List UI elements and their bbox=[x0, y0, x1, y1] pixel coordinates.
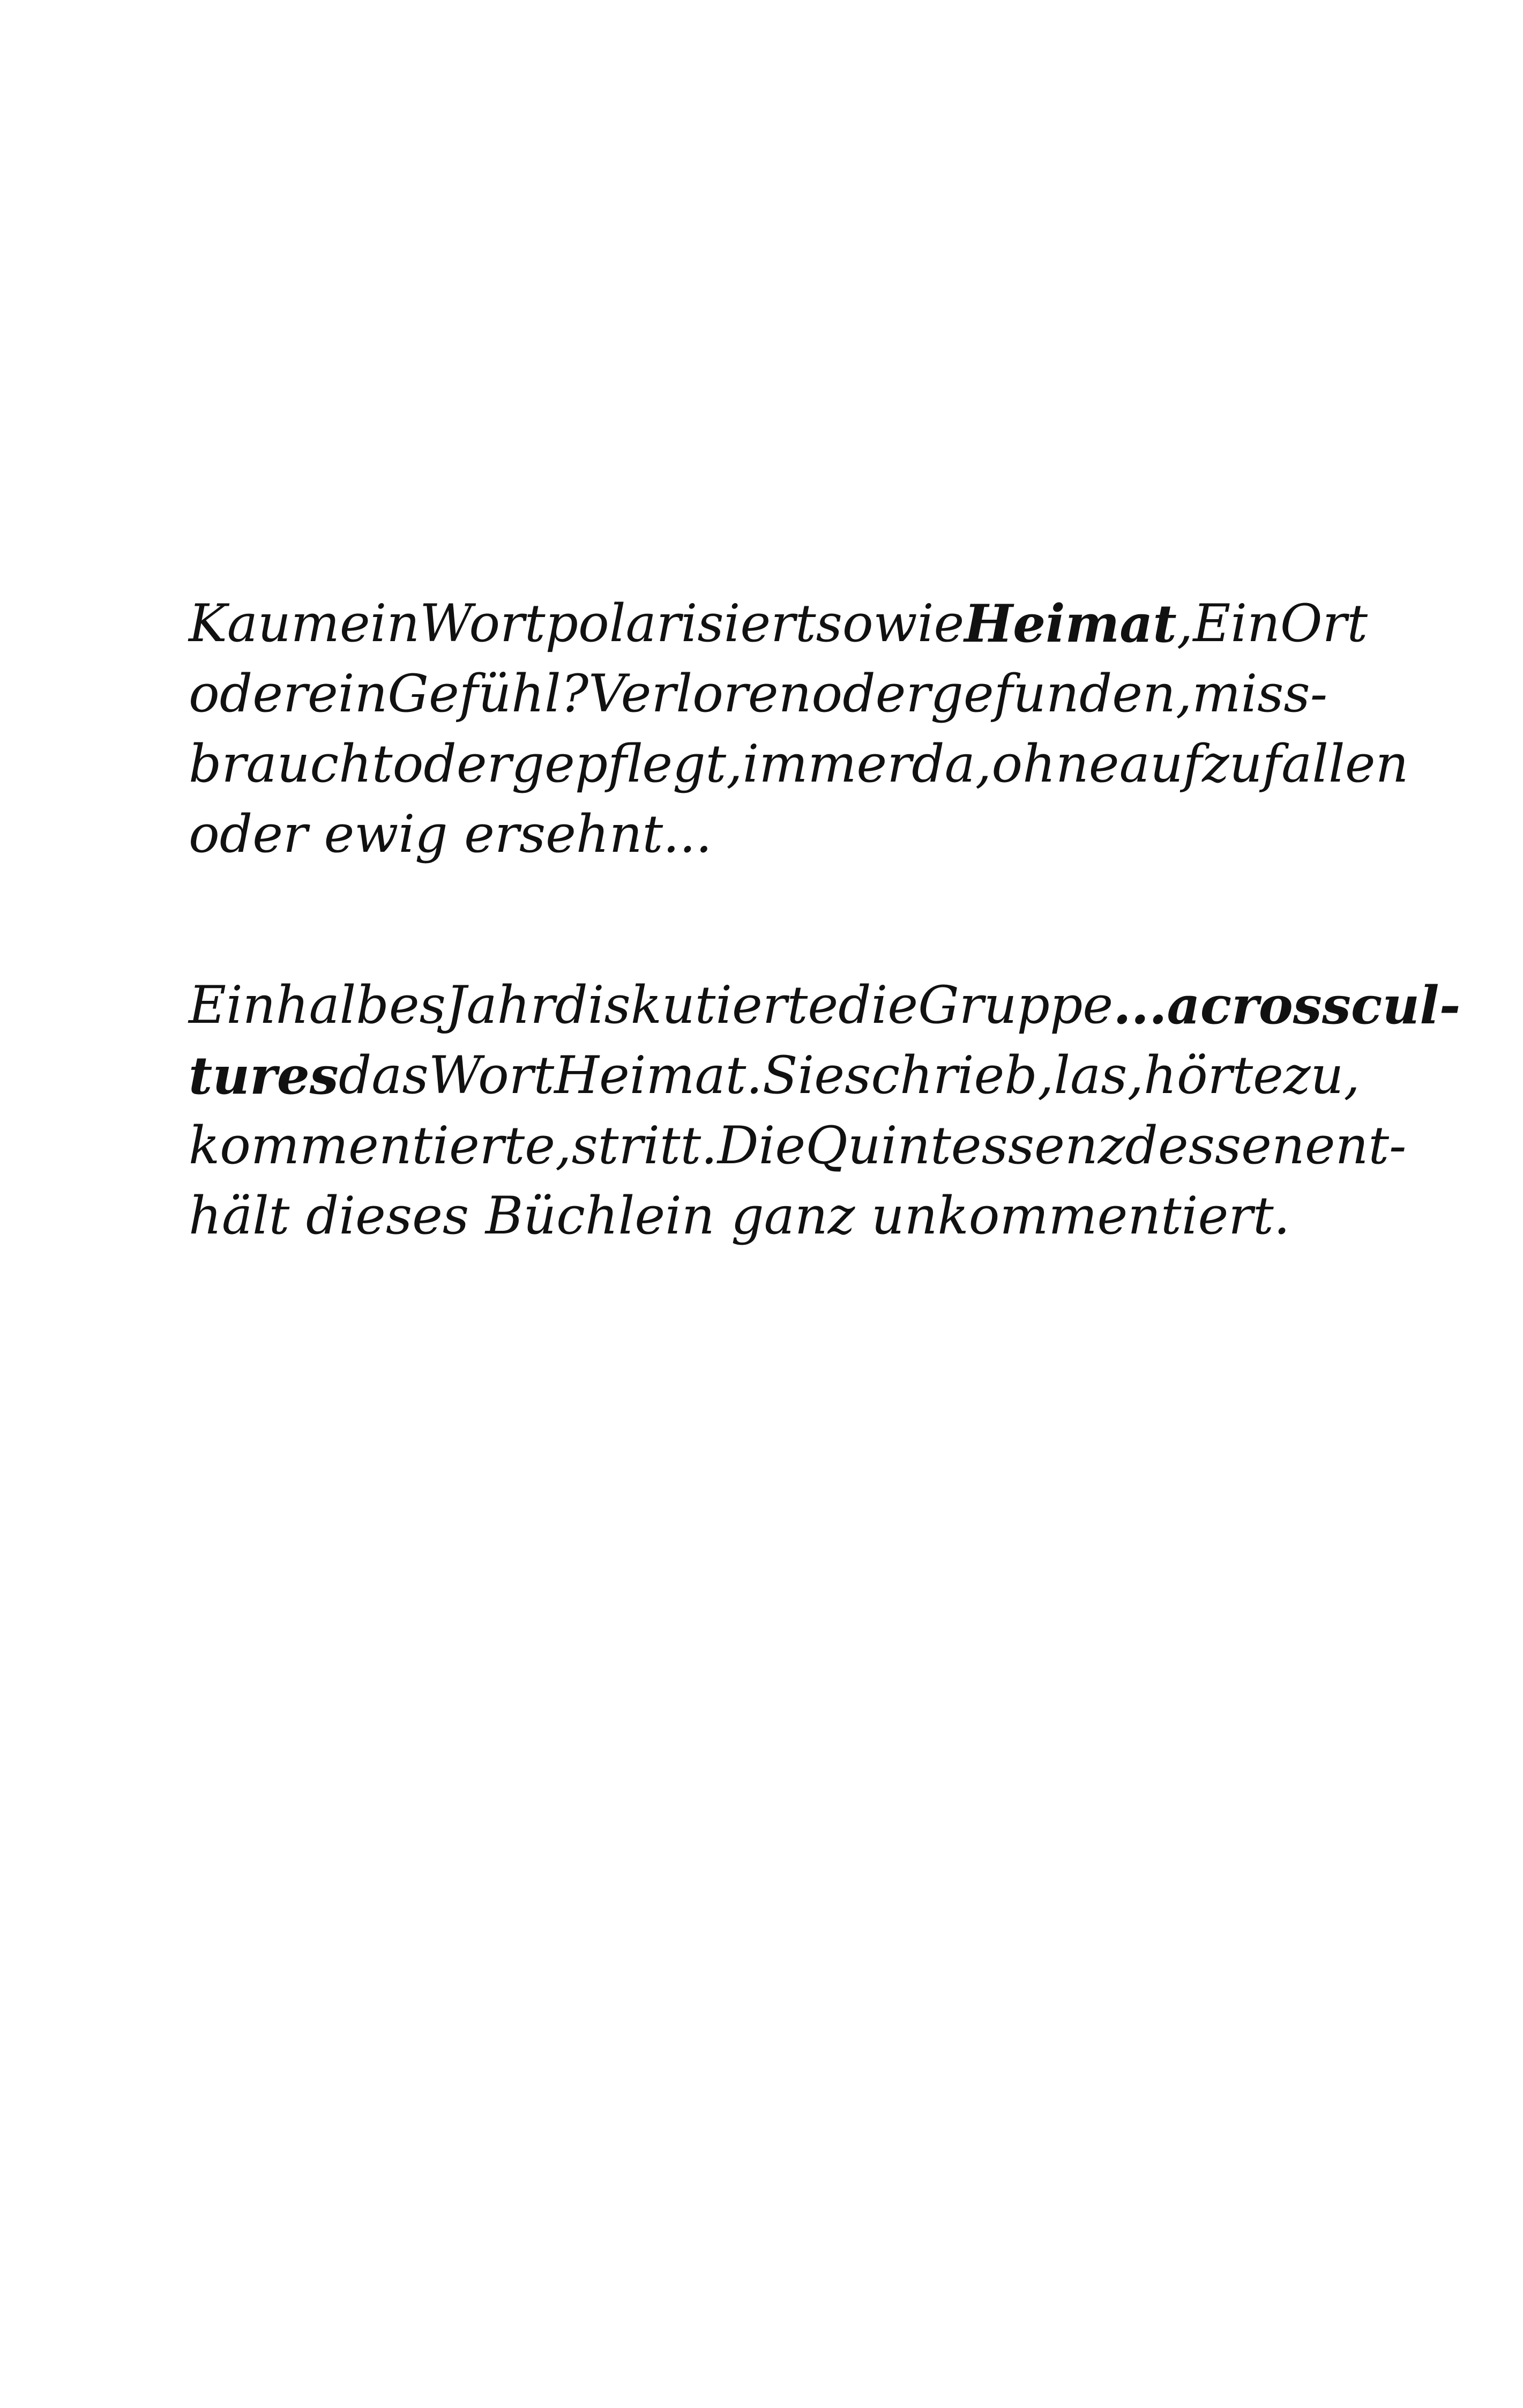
word bbox=[918, 970, 1113, 1041]
text-line bbox=[189, 1181, 1290, 1251]
text-line bbox=[189, 729, 1409, 799]
word bbox=[1305, 1111, 1407, 1181]
word-text: gepflegt, bbox=[511, 734, 743, 794]
word bbox=[763, 1041, 845, 1111]
word-text: Büchlein bbox=[485, 1186, 715, 1246]
word bbox=[189, 799, 308, 869]
word bbox=[189, 659, 308, 729]
word-text: polarisiert bbox=[545, 593, 816, 653]
word bbox=[554, 1041, 763, 1111]
word bbox=[715, 1181, 855, 1251]
word bbox=[289, 1181, 469, 1251]
word bbox=[189, 1111, 572, 1181]
emphasized-word bbox=[964, 589, 1193, 659]
word-text: Wort bbox=[428, 1045, 555, 1105]
word bbox=[339, 1041, 429, 1111]
word-text: stritt. bbox=[571, 1116, 718, 1176]
word-text: zu, bbox=[1283, 1045, 1360, 1105]
word bbox=[387, 659, 588, 729]
word bbox=[189, 970, 276, 1041]
word bbox=[1054, 1041, 1144, 1111]
word-text: Heimat bbox=[964, 593, 1177, 654]
word-text: unkommentiert. bbox=[871, 1186, 1290, 1246]
word-text: oder bbox=[811, 664, 931, 724]
word-text: Sie bbox=[762, 1045, 845, 1105]
word bbox=[874, 589, 965, 659]
word-text: ohne bbox=[991, 734, 1119, 794]
word-text: schrieb, bbox=[845, 1045, 1054, 1105]
word-text: kommentierte, bbox=[189, 1116, 572, 1176]
word-text: Ein bbox=[1193, 593, 1280, 653]
word bbox=[930, 659, 1192, 729]
word bbox=[446, 970, 555, 1041]
word bbox=[308, 659, 387, 729]
word-text: ein bbox=[339, 593, 420, 653]
word-text: ein bbox=[307, 664, 388, 724]
word bbox=[743, 729, 912, 799]
word-text: oder bbox=[189, 804, 308, 864]
word-text: dieses bbox=[305, 1186, 469, 1246]
word-text: ewig bbox=[324, 804, 448, 864]
word-text: Ort bbox=[1280, 593, 1368, 653]
word-text: Gefühl? bbox=[387, 664, 589, 724]
word-text: miss- bbox=[1192, 664, 1328, 724]
word-text: da, bbox=[912, 734, 992, 794]
word bbox=[588, 659, 811, 729]
word bbox=[469, 1181, 715, 1251]
word-text: hörte bbox=[1144, 1045, 1283, 1105]
emphasized-word bbox=[1351, 970, 1461, 1041]
word-text: Jahr bbox=[445, 975, 555, 1035]
word bbox=[555, 970, 838, 1041]
word-text: Kaum bbox=[189, 593, 340, 653]
word-text: Heimat. bbox=[554, 1045, 763, 1105]
word-text: cul- bbox=[1350, 975, 1461, 1036]
word bbox=[276, 970, 446, 1041]
text-line bbox=[189, 970, 1461, 1041]
word bbox=[1144, 1041, 1283, 1111]
word-text: wie bbox=[873, 593, 965, 653]
word bbox=[546, 589, 816, 659]
word bbox=[512, 729, 743, 799]
word bbox=[855, 1181, 1290, 1251]
text-line bbox=[189, 1041, 1360, 1111]
word-text: ...across bbox=[1113, 975, 1351, 1036]
text-line bbox=[189, 799, 1290, 869]
word bbox=[1119, 729, 1409, 799]
word-text: die bbox=[838, 975, 919, 1035]
word-text: so bbox=[816, 593, 874, 653]
word-text: das bbox=[338, 1045, 429, 1105]
word-text: halbes bbox=[275, 975, 446, 1035]
word-text: Quintessenz bbox=[805, 1116, 1125, 1176]
word-text: Ein bbox=[189, 975, 276, 1035]
word-text: ganz bbox=[731, 1186, 855, 1246]
emphasized-word bbox=[189, 1041, 339, 1111]
word bbox=[189, 1181, 289, 1251]
word bbox=[1192, 659, 1327, 729]
word-text: ent- bbox=[1304, 1116, 1407, 1176]
word bbox=[816, 589, 874, 659]
word-text: diskutierte bbox=[555, 975, 839, 1035]
word-text: braucht bbox=[189, 734, 393, 794]
word-text: oder bbox=[392, 734, 512, 794]
word bbox=[429, 1041, 554, 1111]
word-text: Verloren bbox=[588, 664, 812, 724]
word-text: immer bbox=[742, 734, 912, 794]
word-text: Gruppe bbox=[918, 975, 1114, 1035]
word bbox=[1193, 589, 1280, 659]
punctuation: , bbox=[1176, 594, 1193, 654]
emphasized-word bbox=[1113, 970, 1351, 1041]
word bbox=[189, 589, 340, 659]
word bbox=[912, 729, 991, 799]
word-text: gefunden, bbox=[930, 664, 1192, 724]
word bbox=[448, 799, 712, 869]
word-text: hält bbox=[189, 1186, 290, 1246]
word bbox=[393, 729, 512, 799]
word bbox=[1280, 589, 1368, 659]
word-text: aufzufallen bbox=[1119, 734, 1409, 794]
group-paragraph bbox=[189, 970, 1461, 1251]
word bbox=[308, 799, 448, 869]
word bbox=[572, 1111, 718, 1181]
word bbox=[1125, 1111, 1304, 1181]
word-text: ersehnt... bbox=[464, 804, 712, 864]
word bbox=[189, 729, 393, 799]
word-text: oder bbox=[189, 664, 308, 724]
word bbox=[1283, 1041, 1360, 1111]
word-text: dessen bbox=[1125, 1116, 1305, 1176]
text-line bbox=[189, 1111, 1407, 1181]
word bbox=[805, 1111, 1125, 1181]
word-text: tures bbox=[189, 1045, 339, 1106]
word-text: las, bbox=[1054, 1045, 1144, 1105]
text-line bbox=[189, 659, 1328, 729]
intro-paragraph bbox=[189, 589, 1409, 869]
word-text: Wort bbox=[420, 593, 546, 653]
word bbox=[845, 1041, 1054, 1111]
word bbox=[420, 589, 545, 659]
word bbox=[991, 729, 1119, 799]
word-text: Die bbox=[717, 1116, 806, 1176]
word bbox=[718, 1111, 805, 1181]
word bbox=[838, 970, 918, 1041]
word bbox=[811, 659, 930, 729]
word bbox=[340, 589, 420, 659]
text-line bbox=[189, 589, 1368, 659]
